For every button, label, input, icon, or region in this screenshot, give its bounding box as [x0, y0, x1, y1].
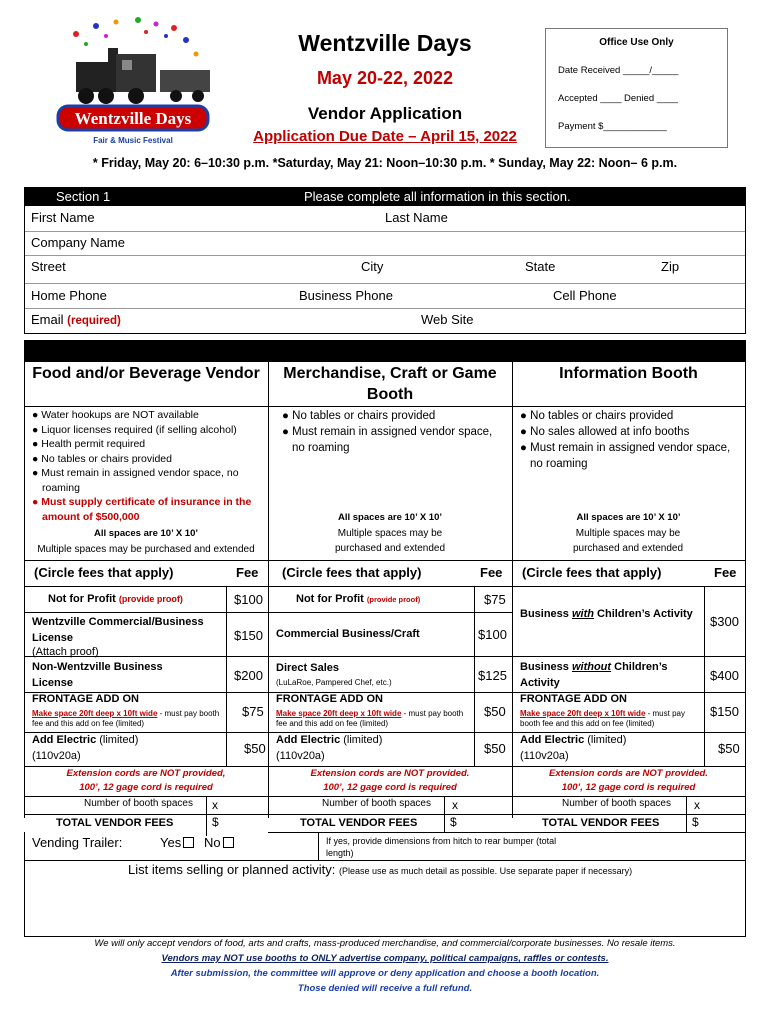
- row-note: (LuLaRoe, Pampered Chef, etc.): [276, 678, 392, 687]
- list-item: ● Must remain in assigned vendor space, no roaming: [32, 467, 239, 494]
- info-fee-header: Fee: [714, 565, 737, 580]
- food-fee-row[interactable]: FRONTAGE ADD ON: [32, 693, 139, 705]
- office-use-box: [545, 28, 728, 148]
- merch-fee-amount[interactable]: $50: [484, 704, 506, 719]
- no-label: No: [204, 835, 221, 850]
- food-fee-amount[interactable]: $200: [234, 668, 263, 683]
- info-space-size: All spaces are 10’ X 10’: [576, 512, 681, 523]
- food-circle-fees: (Circle fees that apply): [34, 565, 174, 580]
- merch-circle-fees: (Circle fees that apply): [282, 565, 422, 580]
- row-note: (110v20a): [32, 750, 81, 762]
- row-label: Not for Profit: [296, 593, 364, 605]
- merch-fee-amount[interactable]: $100: [478, 627, 507, 642]
- row-note: [276, 709, 472, 729]
- logo-subtitle: Fair & Music Festival: [93, 136, 173, 145]
- merch-fee-row[interactable]: [296, 593, 420, 605]
- section-1-instruction: Please complete all information in this section.: [304, 189, 571, 204]
- food-space-size: All spaces are 10’ X 10’: [93, 528, 199, 539]
- section-1-header: [24, 187, 746, 206]
- list-item: ● No tables or chairs provided: [520, 410, 674, 422]
- info-fee-row[interactable]: [520, 606, 700, 622]
- last-name-field[interactable]: Last Name: [385, 210, 448, 225]
- email-required: (required): [67, 315, 121, 327]
- merch-total-input[interactable]: $: [450, 815, 457, 829]
- list-item: ● No tables or chairs provided: [282, 410, 436, 422]
- trailer-dimensions-note: If yes, provide dimensions from hitch to rear bumper (total length): [326, 836, 557, 858]
- frontage-size: Make space 20ft deep x 10ft wide: [520, 709, 646, 718]
- info-fee-row[interactable]: [520, 659, 700, 691]
- row-label: Children’s Activity: [520, 661, 668, 689]
- food-fee-amount[interactable]: $150: [234, 628, 263, 643]
- yes-label: Yes: [160, 835, 182, 850]
- items-list-hint: (Please use as much detail as possible. Use separate paper if necessary): [339, 866, 633, 876]
- row-label: Children’s Activity: [593, 608, 693, 620]
- company-name-field[interactable]: Company Name: [31, 235, 125, 250]
- info-fee-row[interactable]: [520, 734, 626, 746]
- merch-space-size: All spaces are 10’ X 10’: [337, 512, 443, 523]
- section-1-label: Section 1: [56, 189, 111, 204]
- trailer-yes-option[interactable]: [160, 835, 194, 850]
- merch-fee-header: Fee: [480, 565, 503, 580]
- merch-fee-amount[interactable]: $75: [484, 592, 506, 607]
- page-subtitle: Vendor Application: [307, 104, 463, 123]
- city-field[interactable]: City: [361, 259, 384, 274]
- row-label-emphasis: without: [571, 661, 612, 673]
- row-label: Not for Profit: [48, 593, 116, 605]
- info-fee-amount[interactable]: $400: [710, 668, 739, 683]
- food-fee-row[interactable]: [32, 734, 138, 746]
- food-fee-row[interactable]: Non-Wentzville Business License: [32, 661, 163, 689]
- food-num-spaces-input[interactable]: x: [212, 798, 218, 812]
- page-title: Wentzville Days: [298, 30, 472, 56]
- row-label: Add Electric: [32, 734, 97, 746]
- merch-vendor-title: Merchandise, Craft or Game Booth: [283, 365, 497, 403]
- office-use-title: Office Use Only: [599, 37, 674, 48]
- row-label: Business: [520, 608, 572, 620]
- frontage-terms: - must pay booth fee and this add on fee (limited): [276, 709, 464, 728]
- food-fee-header: Fee: [236, 565, 259, 580]
- street-field[interactable]: Street: [31, 259, 66, 274]
- row-note: (limited): [99, 734, 139, 746]
- logo-text: Wentzville Days: [74, 109, 192, 128]
- merch-requirements: [282, 408, 506, 456]
- info-circle-fees: (Circle fees that apply): [522, 565, 662, 580]
- list-item: ● Must remain in assigned vendor space, no roaming: [282, 426, 493, 454]
- food-fee-amount[interactable]: $100: [234, 592, 263, 607]
- date-received-field[interactable]: Date Received _____/_____: [558, 65, 679, 76]
- info-cord-note: 100’, 12 gage cord is required: [561, 782, 696, 793]
- row-note: (Attach proof): [32, 646, 99, 658]
- vending-trailer-label: Vending Trailer:: [32, 835, 123, 850]
- info-fee-amount[interactable]: $50: [718, 741, 740, 756]
- info-fee-amount[interactable]: $150: [710, 704, 739, 719]
- row-note: (limited): [343, 734, 383, 746]
- food-num-spaces-label: Number of booth spaces: [84, 798, 193, 809]
- merch-multiple-spaces: Multiple spaces may be purchased and extended: [334, 528, 446, 554]
- event-dates: May 20-22, 2022: [316, 68, 454, 88]
- footer-restrictions: Vendors may NOT use booths to ONLY advertise company, political campaigns, raffles or contests.: [161, 953, 609, 964]
- food-requirements: [32, 408, 262, 524]
- contact-form: [24, 206, 746, 334]
- section-2-bar: [24, 340, 746, 362]
- food-fee-amount[interactable]: $75: [242, 704, 264, 719]
- food-fee-row[interactable]: Wentzville Commercial/Business License: [32, 616, 204, 644]
- info-fee-amount[interactable]: $300: [710, 614, 739, 629]
- merch-fee-amount[interactable]: $125: [478, 668, 507, 683]
- frontage-terms: - must pay booth fee and this add on fee (limited): [32, 709, 220, 728]
- website-field[interactable]: Web Site: [421, 312, 474, 327]
- merch-fee-row[interactable]: Commercial Business/Craft: [276, 628, 420, 640]
- footer-approval: After submission, the committee will approve or deny application and choose a booth location.: [170, 968, 600, 979]
- first-name-field[interactable]: First Name: [31, 210, 95, 225]
- merch-fee-row[interactable]: FRONTAGE ADD ON: [276, 693, 383, 705]
- list-item: ● No sales allowed at info booths: [520, 426, 690, 438]
- row-label: Add Electric: [520, 734, 585, 746]
- frontage-terms: - must pay booth fee and this add on fee (limited): [520, 709, 685, 728]
- food-extension-note: Extension cords are NOT provided,: [66, 768, 226, 779]
- email-label: Email: [31, 312, 64, 327]
- food-total-input[interactable]: $: [212, 815, 219, 829]
- merch-extension-note: Extension cords are NOT provided.: [310, 768, 470, 779]
- food-fee-amount[interactable]: $50: [244, 741, 266, 756]
- info-num-spaces-label: Number of booth spaces: [562, 798, 671, 809]
- row-note: (limited): [587, 734, 627, 746]
- info-requirements: [520, 408, 740, 472]
- state-field[interactable]: State: [525, 259, 556, 274]
- merch-fee-row[interactable]: Direct Sales: [276, 662, 339, 674]
- no-checkbox[interactable]: [223, 837, 234, 848]
- items-list-field[interactable]: [128, 862, 632, 877]
- row-note: (provide proof): [118, 594, 183, 604]
- info-total-label: TOTAL VENDOR FEES: [542, 817, 660, 829]
- row-note: (110v20a): [276, 750, 325, 762]
- info-fee-row[interactable]: FRONTAGE ADD ON: [520, 693, 627, 705]
- row-label: Business: [520, 661, 572, 673]
- food-fee-row[interactable]: [48, 593, 183, 605]
- due-date: Application Due Date – April 15, 2022: [253, 128, 517, 145]
- accepted-denied-field[interactable]: Accepted ____ Denied ____: [558, 93, 678, 104]
- trailer-no-option[interactable]: [204, 835, 234, 850]
- info-total-input[interactable]: $: [692, 815, 699, 829]
- email-field[interactable]: [31, 312, 121, 327]
- merch-fee-row[interactable]: [276, 734, 382, 746]
- footer-refund: Those denied will receive a full refund.: [297, 983, 473, 994]
- row-note: (provide proof): [366, 595, 421, 604]
- list-item: ● Health permit required: [32, 438, 146, 450]
- info-extension-note: Extension cords are NOT provided.: [549, 768, 708, 779]
- list-item: ● No tables or chairs provided: [32, 452, 172, 465]
- food-total-label: TOTAL VENDOR FEES: [56, 817, 174, 829]
- row-label: Add Electric: [276, 734, 341, 746]
- items-list-label: List items selling or planned activity:: [128, 862, 336, 877]
- row-note: [520, 709, 702, 729]
- footer-vendor-types: We will only accept vendors of food, arts and crafts, mass-produced merchandise, and commercial/corporate businesses. No resale items.: [94, 938, 676, 949]
- row-note: [32, 709, 228, 729]
- home-phone-field[interactable]: Home Phone: [31, 288, 107, 303]
- food-cord-note: 100’, 12 gage cord is required: [79, 782, 213, 793]
- row-label-emphasis: with: [571, 608, 594, 620]
- payment-field[interactable]: Payment $____________: [558, 121, 667, 132]
- insurance-requirement: ● Must supply certificate of insurance in the amount of $500,000: [32, 496, 252, 523]
- merch-cord-note: 100’, 12 gage cord is required: [323, 782, 457, 793]
- merch-fee-amount[interactable]: $50: [484, 741, 506, 756]
- merch-num-spaces-label: Number of booth spaces: [322, 798, 431, 809]
- row-note: (110v20a): [520, 750, 569, 762]
- zip-field[interactable]: Zip: [661, 259, 680, 274]
- yes-checkbox[interactable]: [183, 837, 194, 848]
- list-item: ● Water hookups are NOT available: [32, 409, 199, 421]
- info-booth-title: Information Booth: [559, 365, 698, 382]
- merch-num-spaces-input[interactable]: x: [452, 798, 458, 812]
- info-multiple-spaces: Multiple spaces may be purchased and extended: [572, 528, 684, 554]
- frontage-size: Make space 20ft deep x 10ft wide: [276, 709, 402, 718]
- merch-total-label: TOTAL VENDOR FEES: [300, 817, 418, 829]
- list-item: ● Liquor licenses required (if selling alcohol): [32, 423, 237, 436]
- info-num-spaces-input[interactable]: x: [694, 798, 700, 812]
- business-phone-field[interactable]: Business Phone: [299, 288, 393, 303]
- food-vendor-title: Food and/or Beverage Vendor: [32, 365, 260, 382]
- frontage-size: Make space 20ft deep x 10ft wide: [32, 709, 158, 718]
- food-multiple-spaces: Multiple spaces may be purchased and extended: [37, 544, 255, 555]
- list-item: ● Must remain in assigned vendor space, no roaming: [520, 442, 731, 470]
- event-schedule: * Friday, May 20: 6–10:30 p.m. *Saturday, May 21: Noon–10:30 p.m. * Sunday, May 22: Noon– 6 p.m.: [92, 156, 678, 170]
- cell-phone-field[interactable]: Cell Phone: [553, 288, 617, 303]
